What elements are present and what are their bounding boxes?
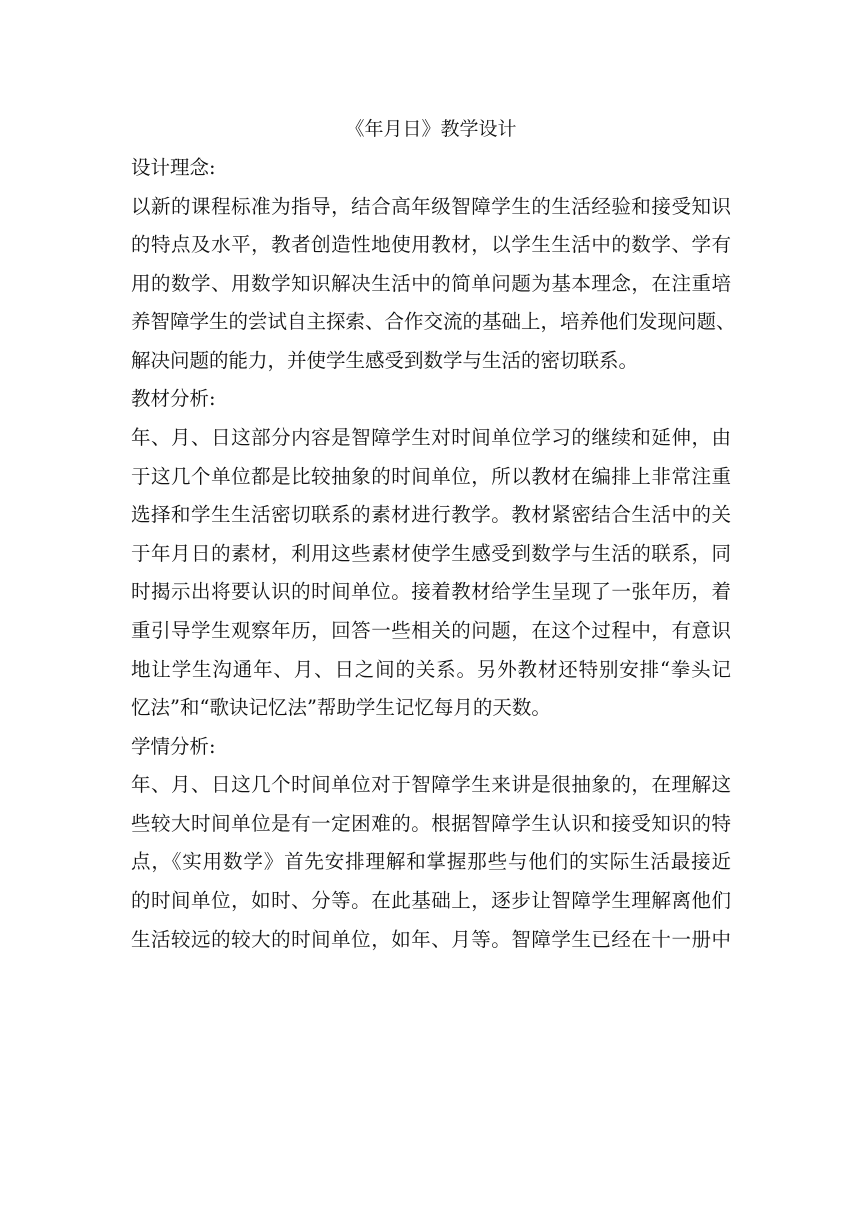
paragraph-line: 年、月、日这部分内容是智障学生对时间单位学习的继续和延伸，由 (131, 425, 731, 449)
paragraph-line: 点，《实用数学》首先安排理解和掌握那些与他们的实际生活最接近 (131, 850, 731, 874)
paragraph-line: 时揭示出将要认识的时间单位。接着教材给学生呈现了一张年历，着 (131, 580, 731, 604)
section-textbook-analysis (131, 380, 731, 727)
paragraph-line: 解决问题的能力，并使学生感受到数学与生活的密切联系。 (131, 348, 639, 372)
section-heading: 设计理念: (131, 156, 216, 179)
section-learner-analysis (131, 728, 731, 959)
paragraph-line: 于这几个单位都是比较抽象的时间单位，所以教材在编排上非常注重 (131, 464, 731, 488)
paragraph-line: 于年月日的素材，利用这些素材使学生感受到数学与生活的联系，同 (131, 541, 731, 565)
section-paragraph (131, 419, 731, 728)
section-heading: 学情分析: (131, 734, 216, 758)
paragraph-line: 的特点及水平，教者创造性地使用教材，以学生生活中的数学、学有 (131, 233, 731, 257)
paragraph-line: 用的数学、用数学知识解决生活中的简单问题为基本理念，在注重培 (131, 271, 731, 295)
paragraph-line: 重引导学生观察年历，回答一些相关的问题，在这个过程中，有意识 (131, 618, 731, 642)
section-design-concept (131, 149, 736, 380)
paragraph-line: 地让学生沟通年、月、日之间的关系。另外教材还特别安排“拳头记 (131, 657, 731, 681)
paragraph-line: 选择和学生生活密切联系的素材进行教学。教材紧密结合生活中的关 (131, 503, 731, 527)
section-paragraph (131, 188, 736, 381)
document-page (131, 111, 736, 959)
paragraph-line: 养智障学生的尝试自主探索、合作交流的基础上，培养他们发现问题、 (131, 310, 736, 334)
paragraph-line: 忆法”和“歌诀记忆法”帮助学生记忆每月的天数。 (131, 696, 551, 720)
document-title: 《年月日》教学设计 (345, 118, 517, 140)
section-heading: 教材分析: (131, 387, 216, 411)
paragraph-line: 年、月、日这几个时间单位对于智障学生来讲是很抽象的，在理解这 (131, 773, 731, 797)
paragraph-line: 的时间单位，如时、分等。在此基础上，逐步让智障学生理解离他们 (131, 889, 731, 912)
section-paragraph (131, 766, 731, 959)
paragraph-line: 些较大时间单位是有一定困难的。根据智障学生认识和接受知识的特 (131, 811, 731, 835)
paragraph-line: 以新的课程标准为指导，结合高年级智障学生的生活经验和接受知识 (131, 194, 731, 218)
paragraph-line: 生活较远的较大的时间单位，如年、月等。智障学生已经在十一册中 (131, 927, 731, 951)
